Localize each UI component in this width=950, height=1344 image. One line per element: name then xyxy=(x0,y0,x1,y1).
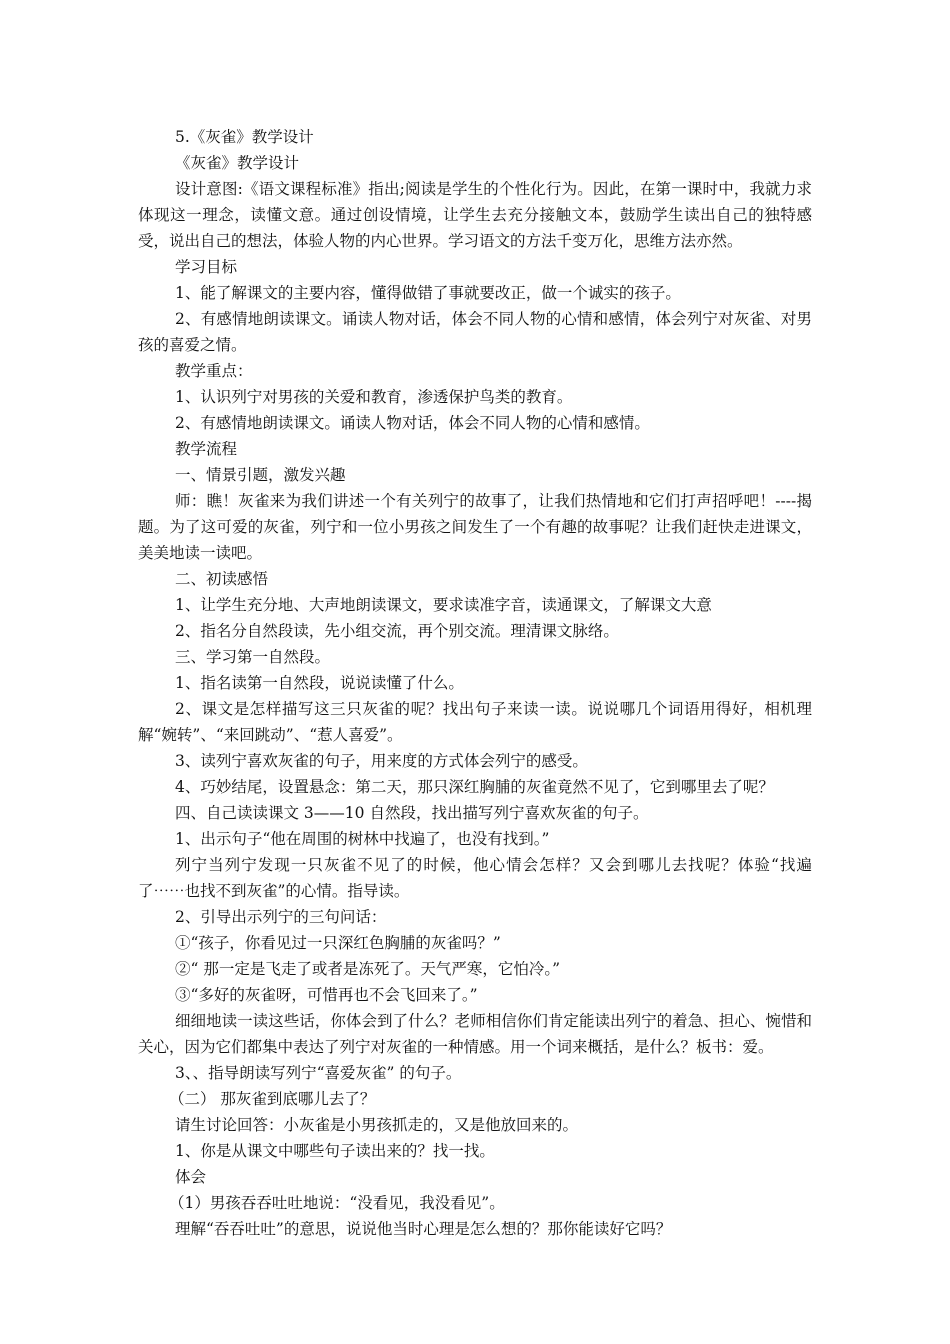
objective-item: 2、有感情地朗读课文。诵读人物对话，体会不同人物的心情和感情，体会列宁对灰雀、对男孩的喜爱之情。 xyxy=(138,310,812,354)
procedure-paragraph: 3、读列宁喜欢灰雀的句子，用来度的方式体会列宁的感受。 xyxy=(175,752,588,770)
procedure-paragraph: 2、引导出示列宁的三句问话： xyxy=(175,908,387,926)
procedure-step-heading: 一、情景引题，激发兴趣 xyxy=(175,466,346,484)
procedure-paragraph: 理解“吞吞吐吐”的意思，说说他当时心理是怎么想的？那你能读好它吗？ xyxy=(175,1220,672,1238)
procedure-paragraph: 体会 xyxy=(175,1168,207,1186)
procedure-paragraph: 1、指名读第一自然段，说说读懂了什么。 xyxy=(175,674,464,692)
document-subtitle: 《灰雀》教学设计 xyxy=(175,154,300,172)
procedure-paragraph: 1、你是从课文中哪些句子读出来的？找一找。 xyxy=(175,1142,495,1160)
procedure-step-heading: 四、自己读读课文 3——10 自然段，找出描写列宁喜欢灰雀的句子。 xyxy=(175,804,649,822)
procedure-step-heading: 三、学习第一自然段。 xyxy=(175,648,331,666)
procedure-paragraph: 2、课文是怎样描写这三只灰雀的呢？找出句子来读一读。说说哪几个词语用得好，相机理解“婉转”、“来回跳动”、“惹人喜爱”。 xyxy=(138,700,812,744)
quote-item: ③“多好的灰雀呀，可惜再也不会飞回来了。” xyxy=(175,986,478,1004)
quote-item: ①“孩子，你看见过一只深红色胸脯的灰雀吗？” xyxy=(175,934,501,952)
quote-item: ②“ 那一定是飞走了或者是冻死了。天气严寒，它怕冷。” xyxy=(175,960,561,978)
key-point-item: 2、有感情地朗读课文。诵读人物对话，体会不同人物的心情和感情。 xyxy=(175,414,650,432)
section-heading-key-points: 教学重点： xyxy=(175,362,253,380)
procedure-step-heading: 二、初读感悟 xyxy=(175,570,269,588)
procedure-paragraph: 师：瞧！灰雀来为我们讲述一个有关列宁的故事了，让我们热情地和它们打声招呼吧！----揭题。为了这可爱的灰雀，列宁和一位小男孩之间发生了一个有趣的故事呢？让我们赶快走进课文，美美地读一读吧。 xyxy=(138,492,812,562)
key-point-item: 1、认识列宁对男孩的关爱和教育，渗透保护鸟类的教育。 xyxy=(175,388,573,406)
procedure-paragraph: 请生讨论回答：小灰雀是小男孩抓走的，又是他放回来的。 xyxy=(175,1116,579,1134)
procedure-paragraph: 1、让学生充分地、大声地朗读课文，要求读准字音，读通课文，了解课文大意 xyxy=(175,596,712,614)
procedure-step-heading: （二） 那灰雀到底哪儿去了？ xyxy=(169,1090,376,1108)
procedure-paragraph: 4、巧妙结尾，设置悬念：第二天，那只深红胸脯的灰雀竟然不见了，它到哪里去了呢？ xyxy=(175,778,774,796)
section-heading-procedure: 教学流程 xyxy=(175,440,238,458)
procedure-paragraph: 2、指名分自然段读，先小组交流，再个别交流。理清课文脉络。 xyxy=(175,622,619,640)
procedure-paragraph: 1、出示句子“他在周围的树林中找遍了，也没有找到。” xyxy=(175,830,550,848)
procedure-paragraph: 3、、指导朗读写列宁“喜爱灰雀” 的句子。 xyxy=(175,1064,462,1082)
document-heading: 5.《灰雀》教学设计 xyxy=(175,128,314,146)
objective-item: 1、能了解课文的主要内容，懂得做错了事就要改正，做一个诚实的孩子。 xyxy=(175,284,681,302)
design-intent-paragraph: 设计意图:《语文课程标准》指出;阅读是学生的个性化行为。因此，在第一课时中，我就力求体现这一理念，读懂文意。通过创设情境，让学生去充分接触文本，鼓励学生读出自己的独特感受，说出自己的想法，体验人物的内心世界。学习语文的方法千变万化，思维方法亦然。 xyxy=(138,180,812,250)
procedure-paragraph: 列宁当列宁发现一只灰雀不见了的时候，他心情会怎样？又会到哪儿去找呢？体验“找遍了⋯⋯也找不到灰雀”的心情。指导读。 xyxy=(138,856,812,900)
procedure-paragraph: （1）男孩吞吞吐吐地说：“没看见，我没看见”。 xyxy=(169,1194,505,1212)
document-page xyxy=(138,124,812,1242)
section-heading-objectives: 学习目标 xyxy=(175,258,238,276)
procedure-paragraph: 细细地读一读这些话，你体会到了什么？老师相信你们肯定能读出列宁的着急、担心、惋惜和关心，因为它们都集中表达了列宁对灰雀的一种情感。用一个词来概括，是什么？板书：爱。 xyxy=(138,1012,812,1056)
